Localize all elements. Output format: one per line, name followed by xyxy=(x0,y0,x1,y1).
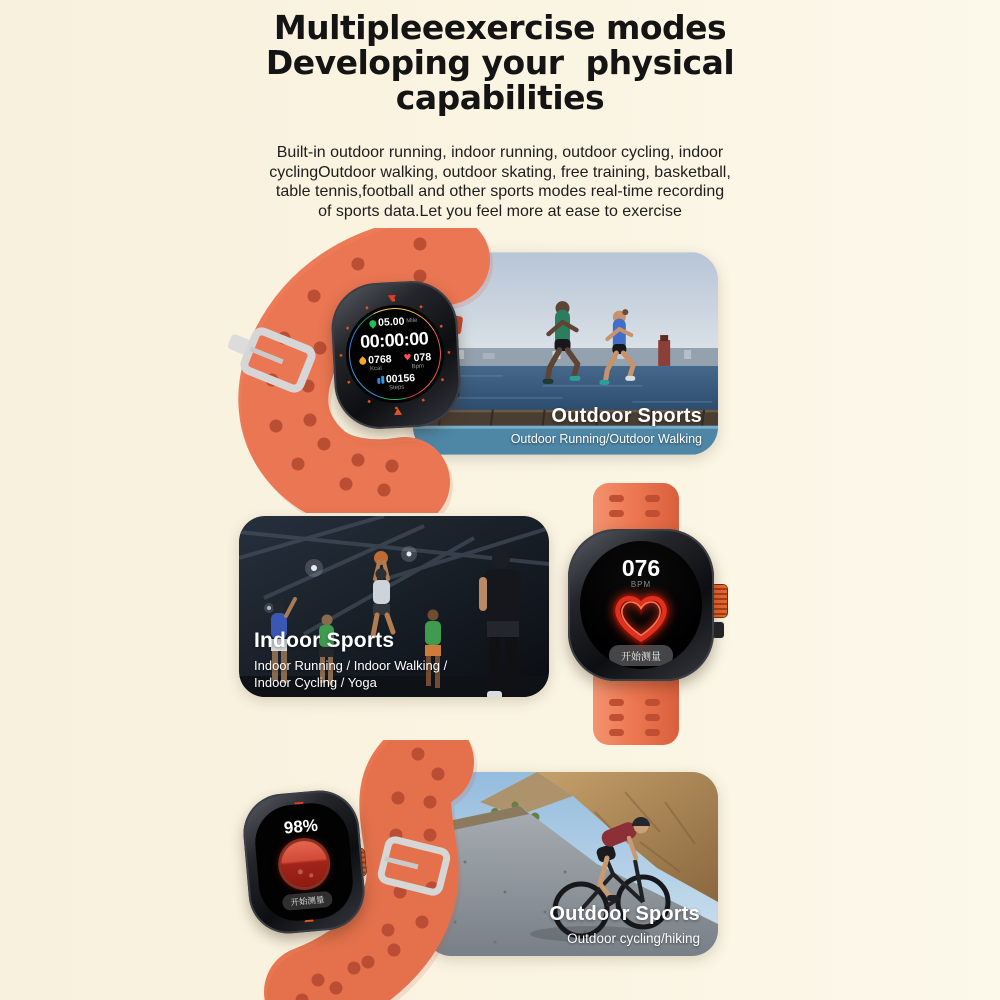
watch1-screen xyxy=(343,303,446,406)
calories-value: 0768 xyxy=(367,353,392,367)
watch3-face xyxy=(252,800,356,924)
heart-rate-label: Bpm xyxy=(411,363,425,371)
watch2-face xyxy=(580,541,702,669)
neon-heart-icon xyxy=(609,591,673,645)
watch2-screen xyxy=(580,541,702,669)
description-line-2: cyclingOutdoor walking, outdoor skating, free training, basketball, xyxy=(269,163,731,181)
duration-value: 00:00:00 xyxy=(359,328,429,352)
smartwatch-activity xyxy=(329,279,462,431)
outdoor-cycling-caption-title: Outdoor Sports xyxy=(549,903,700,925)
description-line-4: of sports data.Let you feel more at ease to exercise xyxy=(318,202,682,220)
distance-value: 05.00 xyxy=(377,315,405,329)
watch1-face xyxy=(351,310,439,398)
outdoor-running-caption-title: Outdoor Sports xyxy=(551,405,702,427)
watch3-screen xyxy=(252,800,356,924)
heart-rate-big-value: 076 xyxy=(621,555,661,581)
description-line-1: Built-in outdoor running, indoor running, outdoor cycling, indoor xyxy=(276,144,724,161)
distance-unit: Mile xyxy=(406,317,418,324)
title-line-3: capabilities xyxy=(395,78,605,117)
outdoor-running-caption-sub: Outdoor Running/Outdoor Walking xyxy=(510,432,702,446)
heart-rate-big-unit: BPM xyxy=(630,580,652,589)
start-measure-button[interactable]: 开始测量 xyxy=(282,891,333,911)
steps-label: Steps xyxy=(388,384,405,392)
description-line-3: table tennis,football and other sports modes real-time recording xyxy=(275,183,725,200)
heart-rate-value: 078 xyxy=(413,351,432,365)
title-line-1: Multipleeexercise modes xyxy=(273,8,727,47)
indoor-sports-photo-panel xyxy=(239,516,549,697)
indoor-caption-sub-2: Indoor Cycling / Yoga xyxy=(254,675,377,690)
smartwatch-spo2 xyxy=(240,787,368,937)
heart-icon: ♥ xyxy=(403,352,412,364)
steps-value: 00156 xyxy=(385,372,416,386)
smartwatch-heart-rate xyxy=(568,529,714,681)
start-measure-button[interactable]: 开始测量 xyxy=(609,645,673,666)
indoor-caption-title: Indoor Sports xyxy=(254,629,395,652)
blood-oxygen-icon xyxy=(279,839,329,889)
page-description xyxy=(0,143,1000,221)
outdoor-cycling-caption-sub: Outdoor cycling/hiking xyxy=(567,931,700,946)
location-pin-icon xyxy=(368,318,378,328)
flame-icon xyxy=(358,356,368,366)
title-line-2: Developing your physical xyxy=(265,43,735,82)
spo2-value: 98% xyxy=(283,815,319,838)
footsteps-icon xyxy=(377,376,384,384)
page-title xyxy=(0,10,1000,115)
indoor-caption-sub-1: Indoor Running / Indoor Walking / xyxy=(254,658,448,673)
calories-label: Kcal xyxy=(369,365,382,373)
